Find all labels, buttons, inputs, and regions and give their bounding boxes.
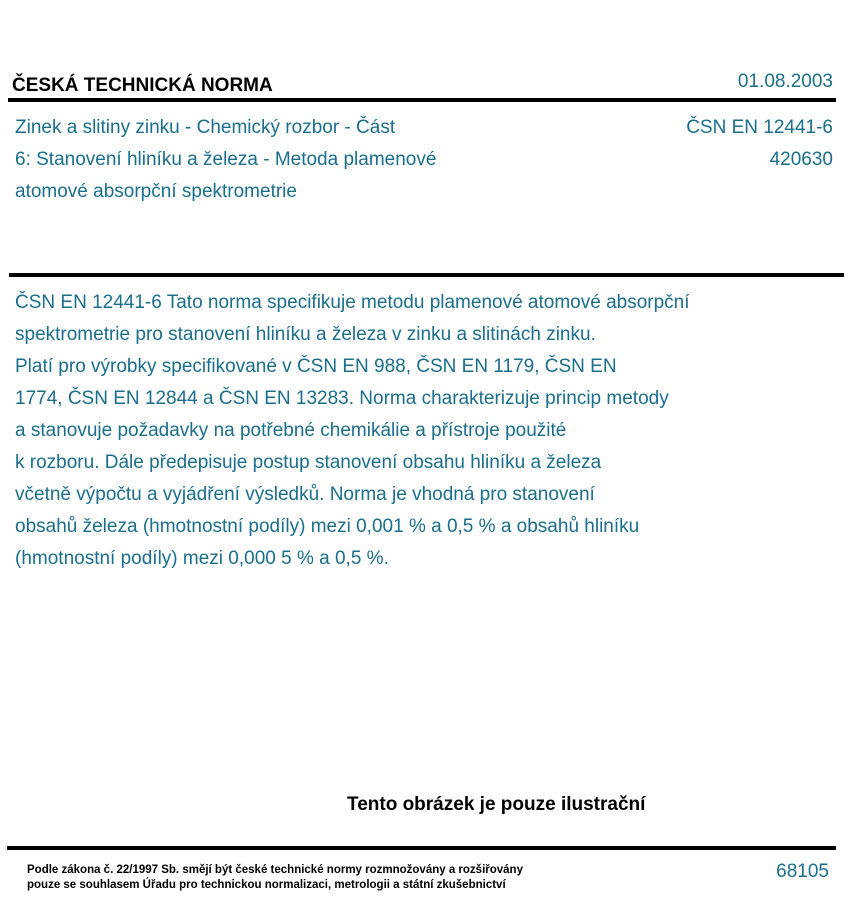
- catalog-number: 68105: [776, 861, 829, 882]
- document-title-line-3: atomové absorpční spektrometrie: [15, 181, 297, 202]
- abstract-line: k rozboru. Dále předepisuje postup stanovení obsahu hliníku a železa: [15, 452, 602, 473]
- abstract-line: Platí pro výrobky specifikované v ČSN EN 988, ČSN EN 1179, ČSN EN: [15, 356, 617, 377]
- copyright-notice-line-2: pouze se souhlasem Úřadu pro technickou normalizaci, metrologii a státní zkušebnictví: [27, 879, 506, 891]
- abstract-line: ČSN EN 12441-6 Tato norma specifikuje metodu plamenové atomové absorpční: [15, 292, 690, 313]
- abstract-line: obsahů železa (hmotnostní podíly) mezi 0,001 % a 0,5 % a obsahů hliníku: [15, 516, 640, 537]
- document-title-line-2: 6: Stanovení hliníku a železa - Metoda plamenové: [15, 149, 437, 170]
- top-divider: [8, 98, 836, 102]
- document-title-line-1: Zinek a slitiny zinku - Chemický rozbor - Část: [15, 117, 396, 138]
- standard-number: ČSN EN 12441-6: [686, 117, 833, 138]
- abstract-line: 1774, ČSN EN 12844 a ČSN EN 13283. Norma charakterizuje princip metody: [15, 388, 669, 409]
- class-number: 420630: [769, 149, 833, 170]
- middle-divider: [9, 273, 844, 277]
- abstract-line: a stanovuje požadavky na potřebné chemikálie a přístroje použité: [15, 420, 567, 441]
- bottom-divider: [7, 846, 836, 850]
- norm-type-label: ČESKÁ TECHNICKÁ NORMA: [12, 75, 273, 96]
- illustration-notice: Tento obrázek je pouze ilustrační: [347, 794, 646, 815]
- publication-date: 01.08.2003: [737, 71, 833, 92]
- abstract-line: včetně výpočtu a vyjádření výsledků. Norma je vhodná pro stanovení: [15, 484, 595, 505]
- abstract-line: (hmotnostní podíly) mezi 0,000 5 % a 0,5 %.: [15, 548, 389, 569]
- abstract-line: spektrometrie pro stanovení hliníku a železa v zinku a slitinách zinku.: [15, 324, 596, 345]
- copyright-notice-line-1: Podle zákona č. 22/1997 Sb. smějí být české technické normy rozmnožovány a rozšiřovány: [27, 864, 523, 876]
